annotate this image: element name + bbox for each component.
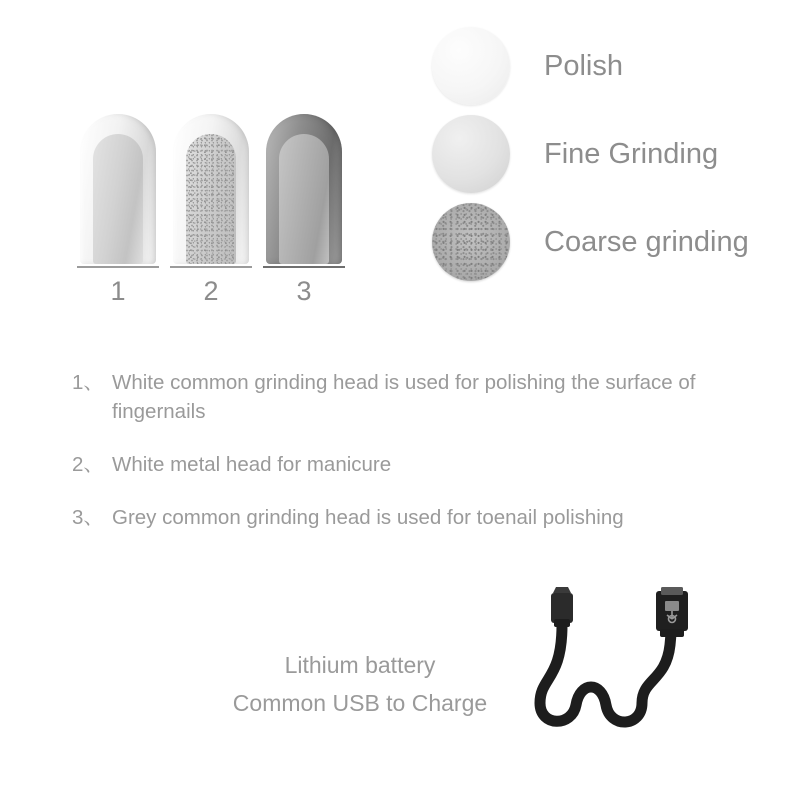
grinding-head-1-baseline [77,266,159,268]
description-list [72,368,772,556]
legend-item-coarse-grinding [432,198,792,286]
description-text-3: Grey common grinding head is used for toenail polishing [112,506,624,529]
description-index-3: 3、 [72,506,104,529]
description-text-1: White common grinding head is used for polishing the surface of fingernails [112,371,696,423]
grinding-head-3-baseline [263,266,345,268]
legend-label-fine-grinding: Fine Grinding [544,137,719,170]
description-text-2: White metal head for manicure [112,453,392,476]
description-index-1: 1、 [72,371,104,394]
texture-legend [432,22,792,286]
legend-item-fine-grinding [432,110,792,198]
legend-label-coarse-grinding: Coarse grinding [544,225,749,258]
grinding-head-2-baseline [170,266,252,268]
battery-info [210,646,510,722]
legend-label-polish: Polish [544,49,623,82]
description-item-2 [72,450,772,479]
battery-line-1: Lithium battery [284,652,436,678]
grinding-head-2-core [186,134,236,264]
grinding-head-1-core [93,134,143,264]
battery-line-2: Common USB to Charge [232,690,488,716]
grinding-heads-group [70,100,360,310]
usb-charging-cable-icon [520,585,720,745]
grinding-head-2-number: 2 [203,276,219,306]
grinding-head-1 [80,114,156,306]
grinding-head-3-number: 3 [296,276,312,306]
legend-item-polish [432,22,792,110]
grinding-head-3-core [279,134,329,264]
grinding-head-1-number: 1 [110,276,126,306]
coarse-grinding-disc-icon [432,203,510,281]
fine-grinding-disc-icon [432,115,510,193]
grinding-head-2 [173,114,249,306]
description-item-3 [72,503,772,532]
description-index-2: 2、 [72,453,104,476]
grinding-head-3 [266,114,342,306]
description-item-1 [72,368,772,426]
polish-disc-icon [432,27,510,105]
